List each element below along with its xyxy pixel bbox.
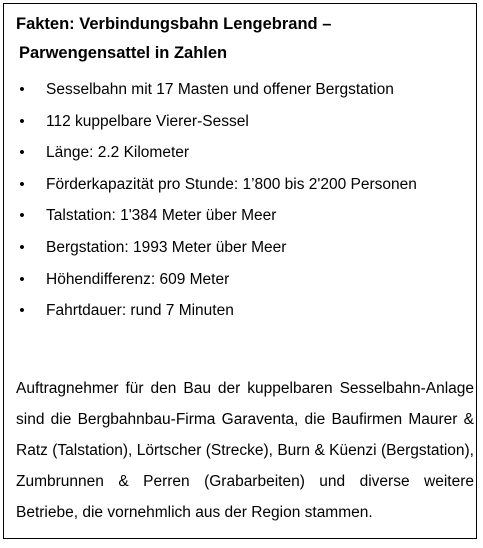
fact-item xyxy=(16,295,476,327)
bullet-icon: • xyxy=(19,207,25,225)
fact-item xyxy=(16,74,476,106)
contractors-paragraph: Auftragnehmer für den Bau der kuppelbaren Sesselbahn-Anlage sind die Bergbahnbau-Firma Garaventa, die Baufirmen Maurer & Ratz (Talstation), Lörtscher (Strecke), Burn & Küenzi (Bergstation), Zumbrunnen & Perren (Grabarbeiten) und diverse weitere Betriebe, die vornehmlich aus der Region stammen. xyxy=(16,379,474,521)
bullet-icon: • xyxy=(19,238,25,256)
bullet-icon: • xyxy=(19,81,25,98)
bullet-icon: • xyxy=(19,302,25,320)
fact-item xyxy=(16,106,476,138)
bullet-icon: • xyxy=(19,175,25,193)
bullet-icon: • xyxy=(19,270,25,288)
heading-line-2: Parwengensattel in Zahlen xyxy=(19,44,228,62)
fact-text: Talstation: 1'384 Meter über Meer xyxy=(46,207,277,225)
fact-text: Sesselbahn mit 17 Masten und offener Bergstation xyxy=(46,81,394,98)
fact-box-heading xyxy=(16,10,471,68)
bullet-icon: • xyxy=(19,144,25,162)
fact-text: Länge: 2.2 Kilometer xyxy=(46,144,190,162)
fact-box xyxy=(3,3,477,539)
heading-line-1: Fakten: Verbindungsbahn Lengebrand – xyxy=(16,15,332,33)
bullet-icon: • xyxy=(19,112,25,130)
fact-text: Förderkapazität pro Stunde: 1’800 bis 2'200 Personen xyxy=(46,175,417,193)
fact-text: Fahrtdauer: rund 7 Minuten xyxy=(46,302,234,320)
fact-text: 112 kuppelbare Vierer-Sessel xyxy=(46,112,249,130)
fact-item xyxy=(16,169,476,201)
fact-text: Höhendifferenz: 609 Meter xyxy=(46,270,230,288)
fact-item xyxy=(16,137,476,169)
fact-item xyxy=(16,200,476,232)
fact-text: Bergstation: 1993 Meter über Meer xyxy=(46,238,287,256)
fact-item xyxy=(16,264,476,296)
fact-item xyxy=(16,232,476,264)
facts-list xyxy=(16,74,476,327)
